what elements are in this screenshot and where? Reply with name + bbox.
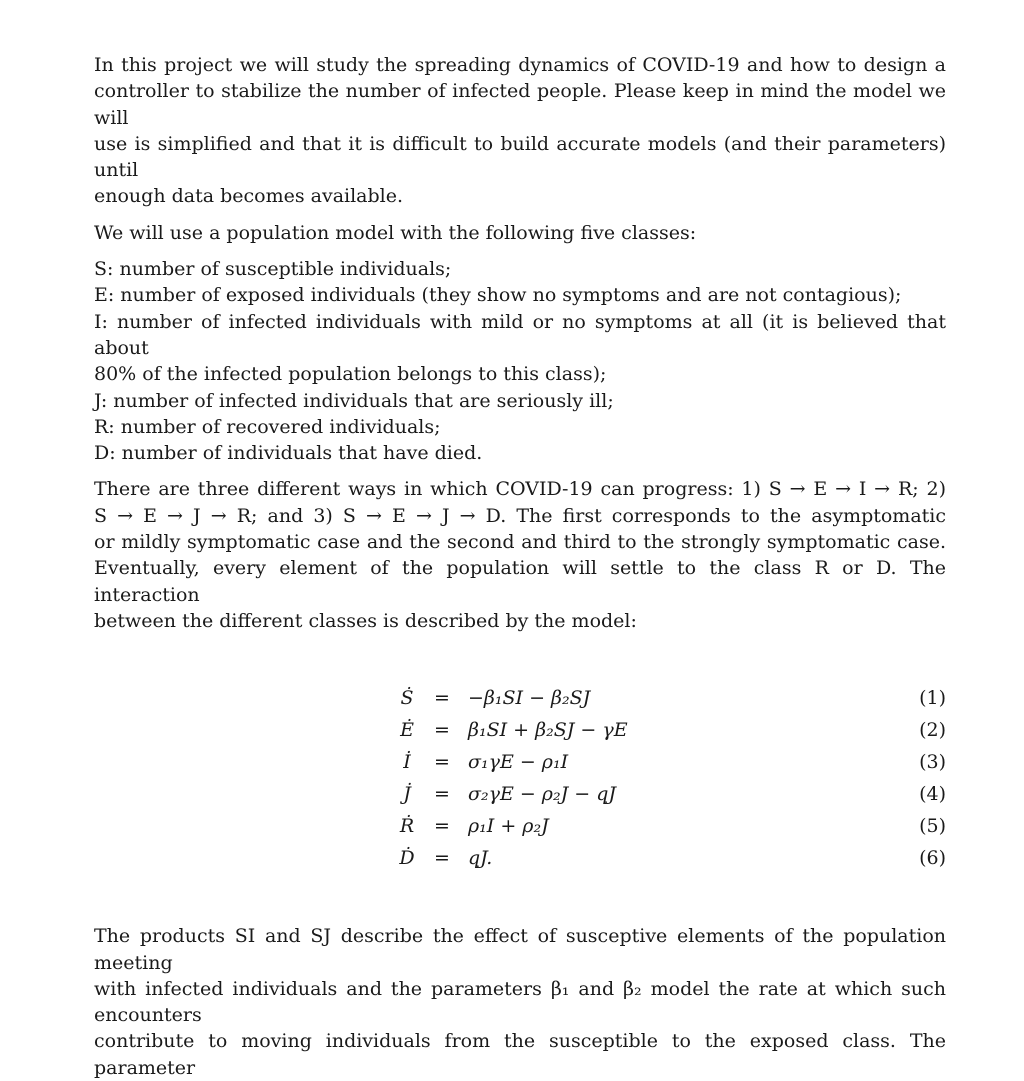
equation-row <box>94 815 946 847</box>
class-j: J: number of infected individuals that are seriously ill; <box>94 389 614 412</box>
intro-paragraph <box>94 52 946 210</box>
closing-line-2: with infected individuals and the parameters β₁ and β₂ model the rate at which such encounters <box>94 977 946 1027</box>
equals-sign: = <box>434 783 450 806</box>
class-i-line-2: 80% of the infected population belongs to this class); <box>94 363 607 386</box>
progress-line-3: or mildly symptomatic case and the second and third to the strongly symptomatic case. <box>94 531 946 554</box>
class-i-line-1: I: number of infected individuals with mild or no symptoms at all (it is believed that about <box>94 310 946 359</box>
equation-lhs: Ṡ <box>400 687 414 710</box>
equation-row <box>94 783 946 815</box>
closing-line-3: contribute to moving individuals from the susceptible to the exposed class. The parameter <box>94 1030 946 1079</box>
intro-line-4: enough data becomes available. <box>94 185 404 208</box>
document-page <box>94 52 946 1081</box>
equation-rhs: qJ. <box>468 847 493 870</box>
equation-row <box>94 751 946 783</box>
equation-lhs: İ <box>403 751 411 774</box>
progress-line-1: There are three different ways in which COVID-19 can progress: 1) S → E → I → R; 2) <box>94 478 946 501</box>
equation-rhs: σ₂γE − ρ₂J − qJ <box>468 783 616 806</box>
equation-row <box>94 719 946 751</box>
intro-line-1: In this project we will study the spreading dynamics of COVID-19 and how to design a <box>94 54 946 76</box>
equals-sign: = <box>434 687 450 710</box>
equals-sign: = <box>434 719 450 742</box>
class-e: E: number of exposed individuals (they show no symptoms and are not contagious); <box>94 284 902 307</box>
equation-number: (4) <box>919 783 946 806</box>
intro-line-3: use is simplified and that it is difficult to build accurate models (and their parameters) until <box>94 132 946 182</box>
equation-number: (3) <box>919 751 946 774</box>
intro-line-2: controller to stabilize the number of infected people. Please keep in mind the model we will <box>94 80 946 129</box>
equation-rhs: ρ₁I + ρ₂J <box>468 815 549 838</box>
equation-system <box>94 687 946 879</box>
class-r: R: number of recovered individuals; <box>94 415 441 438</box>
equation-rhs: β₁SI + β₂SJ − γE <box>468 719 628 742</box>
equation-lhs: Ṙ <box>399 815 415 838</box>
progress-line-2: S → E → J → R; and 3) S → E → J → D. The first corresponds to the asymptomatic <box>94 504 946 527</box>
equation-rhs: σ₁γE − ρ₁I <box>468 751 569 774</box>
equation-row <box>94 847 946 879</box>
class-s: S: number of susceptible individuals; <box>94 258 452 281</box>
progress-paragraph <box>94 476 946 634</box>
class-d: D: number of individuals that have died. <box>94 442 483 465</box>
equation-lhs: J̇ <box>403 783 411 806</box>
equation-lhs: Ė <box>400 719 414 742</box>
progress-line-5: between the different classes is described by the model: <box>94 609 637 632</box>
equation-number: (6) <box>919 847 946 870</box>
equation-rhs: −β₁SI − β₂SJ <box>468 687 591 710</box>
progress-line-4: Eventually, every element of the population will settle to the class R or D. The interaction <box>94 557 946 606</box>
equals-sign: = <box>434 751 450 774</box>
equation-number: (5) <box>919 815 946 838</box>
population-intro: We will use a population model with the following five classes: <box>94 221 697 244</box>
equation-row <box>94 687 946 719</box>
closing-line-1: The products SI and SJ describe the effect of susceptive elements of the population meeting <box>94 925 946 974</box>
class-list <box>94 256 946 466</box>
equation-number: (1) <box>919 687 946 710</box>
equals-sign: = <box>434 847 450 870</box>
equation-number: (2) <box>919 719 946 742</box>
equals-sign: = <box>434 815 450 838</box>
closing-paragraph <box>94 923 946 1081</box>
equation-lhs: Ḋ <box>399 847 415 870</box>
